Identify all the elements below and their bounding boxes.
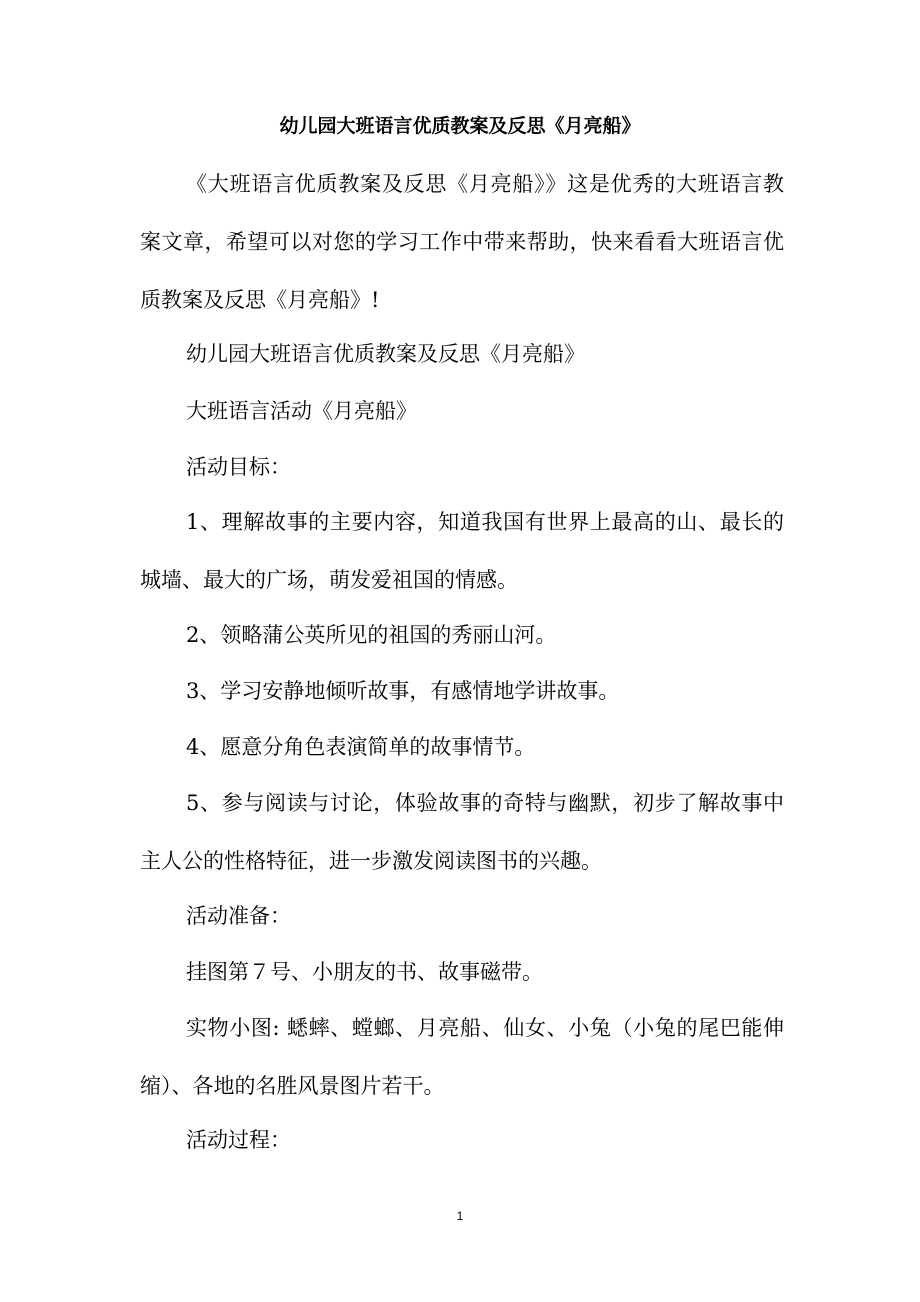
paragraph-line: 5、参与阅读与讨论，体验故事的奇特与幽默，初步了解故事中 xyxy=(186,791,784,815)
paragraph-line: 2、领略蒲公英所见的祖国的秀丽山河。 xyxy=(186,623,557,647)
heading-activity-process xyxy=(140,1126,784,1154)
goal-item-2 xyxy=(140,621,784,649)
paragraph-line: 质教案及反思《月亮船》! xyxy=(140,288,380,312)
goal-item-1 xyxy=(140,508,784,594)
document-title: 幼儿园大班语言优质教案及反思《月亮船》 xyxy=(279,115,641,137)
paragraph-line: 主人公的性格特征，进一步激发阅读图书的兴趣。 xyxy=(140,849,602,873)
paragraph-activity-name xyxy=(140,397,784,425)
goal-item-5 xyxy=(140,789,784,875)
paragraph-line: 活动准备： xyxy=(186,904,291,928)
paragraph-line: 案文章，希望可以对您的学习工作中带来帮助，快来看看大班语言优 xyxy=(140,230,784,254)
preparation-pictures xyxy=(140,1014,784,1100)
paragraph-line: 3、学习安静地倾听故事，有感情地学讲故事。 xyxy=(186,679,620,703)
paragraph-line: 城墙、最大的广场，萌发爱祖国的情感。 xyxy=(140,568,518,592)
goal-item-4 xyxy=(140,733,784,761)
preparation-materials xyxy=(140,958,784,986)
paragraph-line: 1、理解故事的主要内容，知道我国有世界上最高的山、最长的 xyxy=(186,510,784,534)
paragraph-line: 4、愿意分角色表演简单的故事情节。 xyxy=(186,735,536,759)
page-number: 1 xyxy=(456,1209,464,1223)
paragraph-intro xyxy=(140,170,784,314)
paragraph-subtitle xyxy=(140,340,784,368)
heading-activity-goals xyxy=(140,453,784,481)
heading-activity-preparation xyxy=(140,902,784,930)
paragraph-line: 幼儿园大班语言优质教案及反思《月亮船》 xyxy=(186,342,585,366)
paragraph-line: 大班语言活动《月亮船》 xyxy=(186,399,417,423)
paragraph-line: 《大班语言优质教案及反思《月亮船》》这是优秀的大班语言教 xyxy=(186,172,784,196)
paragraph-line: 实物小图: 蟋蟀、螳螂、月亮船、仙女、小兔（小兔的尾巴能伸 xyxy=(186,1016,784,1040)
paragraph-line: 活动目标： xyxy=(186,455,291,479)
goal-item-3 xyxy=(140,677,784,705)
paragraph-line: 缩）、各地的名胜风景图片若干。 xyxy=(140,1074,445,1098)
paragraph-line: 活动过程： xyxy=(186,1128,291,1152)
paragraph-line: 挂图第７号、小朋友的书、故事磁带。 xyxy=(186,960,543,984)
